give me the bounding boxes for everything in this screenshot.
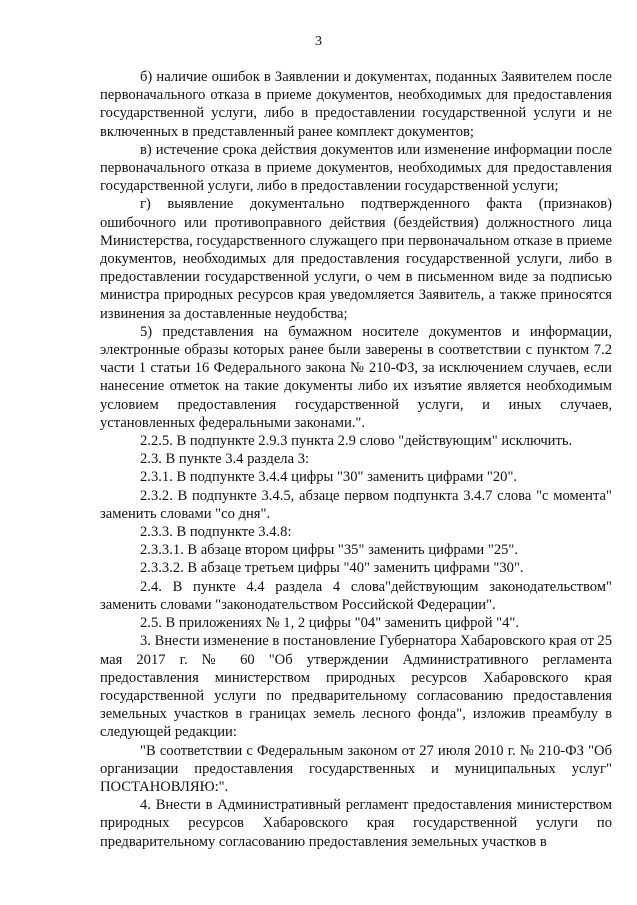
paragraph-1: б) наличие ошибок в Заявлении и документах, поданных Заявителем после первоначального отказа в приеме документов, необходимых для предоставления государственной услуги, либо в предоставлении государственной услуги и не включенных в представленный ранее комплект документов; bbox=[100, 69, 612, 140]
document-body bbox=[100, 68, 612, 851]
paragraph-9: 2.3.3. В подпункте 3.4.8: bbox=[140, 524, 292, 541]
paragraph-6: 2.3. В пункте 3.4 раздела 3: bbox=[140, 451, 310, 468]
paragraph-2: в) истечение срока действия документов или изменение информации после первоначального отказа в приеме документов, необходимых для предоставления государственной услуги, либо в предоставлении государственной услуги; bbox=[100, 141, 612, 195]
paragraph-15: "В соответствии с Федеральным законом от 27 июля 2010 г. № 210-ФЗ "Об организации предоставления государственных и муниципальных услуг" ПОСТАНОВЛЯЮ:". bbox=[100, 742, 612, 795]
paragraph-13: 2.5. В приложениях № 1, 2 цифры "04" заменить цифрой "4". bbox=[140, 615, 520, 632]
paragraph-7: 2.3.1. В подпункте 3.4.4 цифры "30" заменить цифрами "20". bbox=[140, 469, 518, 486]
paragraph-14: 3. Внести изменение в постановление Губернатора Хабаровского края от 25 мая 2017 г. № 60 "Об утверждении Административного регламента предоставления министерством природных ресурсов Хабаровского края государственной услуги по предварительному согласованию предоставления земельных участков в границах земель лесного фонда", изложив преамбулу в следующей редакции: bbox=[100, 633, 613, 741]
paragraph-4: 5) представления на бумажном носителе документов и информации, электронные образы которых ранее были заверены в соответствии с пунктом 7.2 части 1 статьи 16 Федерального закона № 210-ФЗ, за исключением случаев, если нанесение отметок на такие документы либо их изъятие является необходимым условием предоставления государственной услуги, и иных случаев, установленных федеральными законами.". bbox=[100, 323, 612, 431]
paragraph-8: 2.3.2. В подпункте 3.4.5, абзаце первом подпункта 3.4.7 слова "с момента" заменить словами "со дня". bbox=[100, 487, 612, 522]
paragraph-16: 4. Внести в Административный регламент предоставления министерством природных ресурсов Хабаровского края государственной услуги по предварительному согласованию предоставления земельных участков в bbox=[100, 797, 612, 850]
paragraph-3: г) выявление документально подтвержденного факта (признаков) ошибочного или противоправного действия (бездействия) должностного лица Министерства, государственного служащего при первоначальном отказе в приеме документов, необходимых для предоставления государственной услуги, либо в предоставлении государственной услуги, о чем в письменном виде за подписью министра природных ресурсов края уведомляется Заявитель, а также приносятся извинения за доставленные неудобства; bbox=[100, 196, 612, 322]
paragraph-11: 2.3.3.2. В абзаце третьем цифры "40" заменить цифрами "30". bbox=[140, 560, 524, 577]
paragraph-12: 2.4. В пункте 4.4 раздела 4 слова"действующим законодательством" заменить словами "законодательством Российской Федерации". bbox=[100, 578, 612, 613]
paragraph-5: 2.2.5. В подпункте 2.9.3 пункта 2.9 слово "действующим" исключить. bbox=[140, 433, 573, 450]
paragraph-10: 2.3.3.1. В абзаце втором цифры "35" заменить цифрами "25". bbox=[140, 542, 519, 559]
page-number: 3 bbox=[315, 34, 322, 49]
